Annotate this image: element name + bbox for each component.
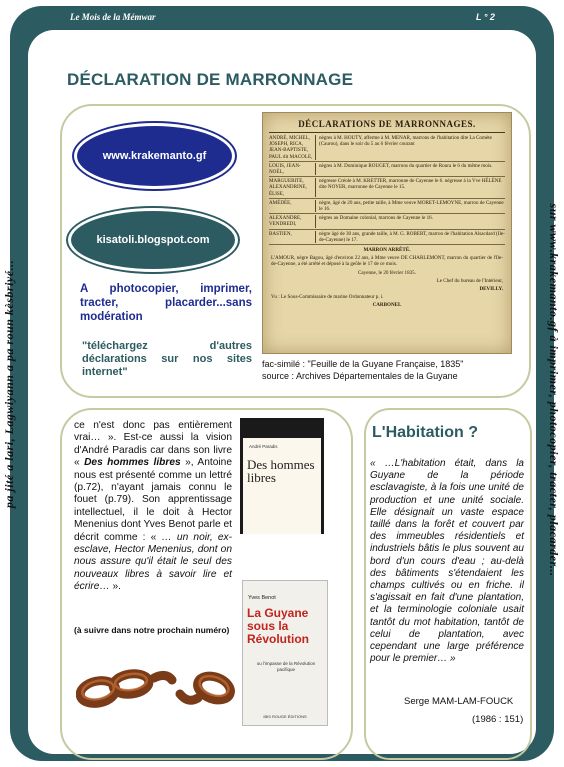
facsimile-caption bbox=[262, 358, 522, 382]
facsimile-subheading: MARRON ARRÊTÉ. bbox=[363, 247, 411, 254]
facsimile-heading: DÉCLARATIONS DE MARRONNAGES. bbox=[298, 119, 476, 129]
facsimile-row: LOUIS, JEAN-NOËL, nègres à M. Dominique ROUGET, marrons du quartier de Roura le 6 du même mois. bbox=[269, 162, 505, 177]
facsimile-paragraph: L'AMOUR, nègre Bagou, âgé d'environ 22 ans, à Mme veuve DE CHARLEMONT, marron du quartier de l'Ile-de-Cayenne, a été arrêté et déposé à la geôle le 17 de ce mois. bbox=[271, 255, 503, 268]
book-cover-des-hommes-libres bbox=[240, 418, 324, 558]
header-right: L ° 2 bbox=[476, 12, 495, 22]
book2-author: Yves Benot bbox=[248, 595, 276, 601]
habitation-author: Serge MAM-LAM-FOUCK bbox=[404, 696, 514, 707]
facsimile-row: ALEXANDRE, VENDREDI, nègres au Domaine colonial, marrons de Cayenne le 16. bbox=[269, 214, 505, 229]
book-cover-guyane-revolution bbox=[242, 580, 328, 726]
book2-title: La Guyane sous la Révolution bbox=[247, 606, 309, 646]
promo-text: A photocopier, imprimer, tracter, placarder...sans modération bbox=[80, 283, 252, 323]
facsimile-row: BASTIEN, nègre âgé de 30 ans, grande taille, à M. G. ROBERT, marron de l'habitation Alsacdard (Ile-de-Cayenne) le 17. bbox=[269, 230, 505, 245]
book2-publisher: IBIS ROUGE ÉDITIONS bbox=[263, 714, 307, 719]
facsimile-document bbox=[262, 112, 512, 354]
krakemanto-link[interactable]: www.krakemanto.gf bbox=[74, 123, 235, 189]
page-title: DÉCLARATION DE MARRONNAGE bbox=[67, 70, 354, 89]
facsimile-signature-name: DEVILLY. bbox=[479, 286, 503, 293]
habitation-reference: (1986 : 151) bbox=[472, 714, 524, 725]
broken-chain-icon bbox=[76, 658, 236, 720]
side-text-right: sur www.krakemanto.gf à imprimer, photocopier, tracter, placarder... bbox=[547, 203, 561, 577]
facsimile-visa: Vu : Le Sous-Commissaire de marine Ordonnateur p. i. bbox=[271, 294, 384, 301]
menenius-quote: … un noir, ex-esclave, Hector Menenius, dont on nous assure qu'il était le seul des nouveaux libres à savoir lire et écrire… bbox=[74, 531, 232, 593]
book-title-reference: Des hommes libres bbox=[84, 457, 181, 469]
header-left: Le Mois de la Mémwar bbox=[70, 12, 156, 22]
facsimile-signature-title: Le Chef du bureau de l'Intérieur, bbox=[436, 277, 503, 284]
facsimile-visa-name: CARBONEL bbox=[372, 302, 402, 309]
to-be-continued: (à suivre dans notre prochain numéro) bbox=[74, 625, 230, 635]
facsimile-row: MARGUERITE, ALEXANDRINE, ÉLISE, négresse Créole à M. KRETTER, marronne de Cayenne le 6. négresse à la Vve HÉLÈNE dite NOYER, marronne de Cayenne le 15. bbox=[269, 177, 505, 199]
caption-line-1: fac-similé : "Feuille de la Guyane Française, 1835" bbox=[262, 359, 464, 369]
book1-author: André Paradis bbox=[249, 444, 278, 449]
facsimile-row: AMÉDÉE, nègre, âgé de 20 ans, petite taille, à Mme veuve MORET-LEMOYNE, marron de Cayenne le 16. bbox=[269, 199, 505, 214]
book1-title: Des hommes libres bbox=[247, 457, 315, 485]
side-text-left: pa jité a lari, Lagwiyann a pa roun kèsbriyé... bbox=[2, 259, 16, 509]
kisatoli-link[interactable]: kisatoli.blogspot.com bbox=[68, 208, 238, 272]
habitation-text: « …L'habitation était, dans la Guyane de la période esclavagiste, à la fois une unité de production et une unité sociale. Elle désignait un vaste espace taillé dans la forêt et couvert par des immeubles résidentiels et industriels bâtis le plus souvent au bord d'un cours d'eau ; au-delà des bâtiments s'étendaient les champs cultivés ou en friche. il s'agissait en fait d'une plantation, et la terminologie coloniale usait tantôt du mot habitation, tantôt de celui de plantation, avec cependant une large préférence pour le premier… » bbox=[370, 458, 524, 665]
habitation-title: L'Habitation ? bbox=[372, 424, 479, 441]
download-quote: "téléchargez d'autres déclarations sur nos sites internet" bbox=[82, 340, 252, 378]
caption-line-2: source : Archives Départementales de la Guyane bbox=[262, 371, 458, 381]
article-text: ce n'est donc pas entièrement vrai… ». Est-ce aussi la vision d'André Paradis car dans son livre « Des hommes libres », Antoine nous est présenté comme un lettré (p.72), n'ayant jamais connu le fouet (p.79). Son apprentissage intellectuel, il le doit à Hector Menenius dont Yves Benot parle et décrit comme : « … un noir, ex-esclave, Hector Menenius, dont on nous assure qu'il était le seul des nouveaux libres à savoir lire et écrire… ». bbox=[74, 420, 232, 593]
book2-subtitle: ou l'impasse de la Révolution pacifique bbox=[256, 661, 316, 672]
facsimile-date: Cayenne, le 20 février 1835. bbox=[358, 269, 416, 276]
facsimile-row: ANDRÉ, MICHEL, JOSEPH, RICA, JEAN-BAPTISTE, PAUL dit MACOLE, nègres à M. HOUTY, afferme à M. MENAR, marrons de l'habitation dite La Comète (Caurou), dans le soir du 5 au 6 février courant bbox=[269, 134, 505, 162]
